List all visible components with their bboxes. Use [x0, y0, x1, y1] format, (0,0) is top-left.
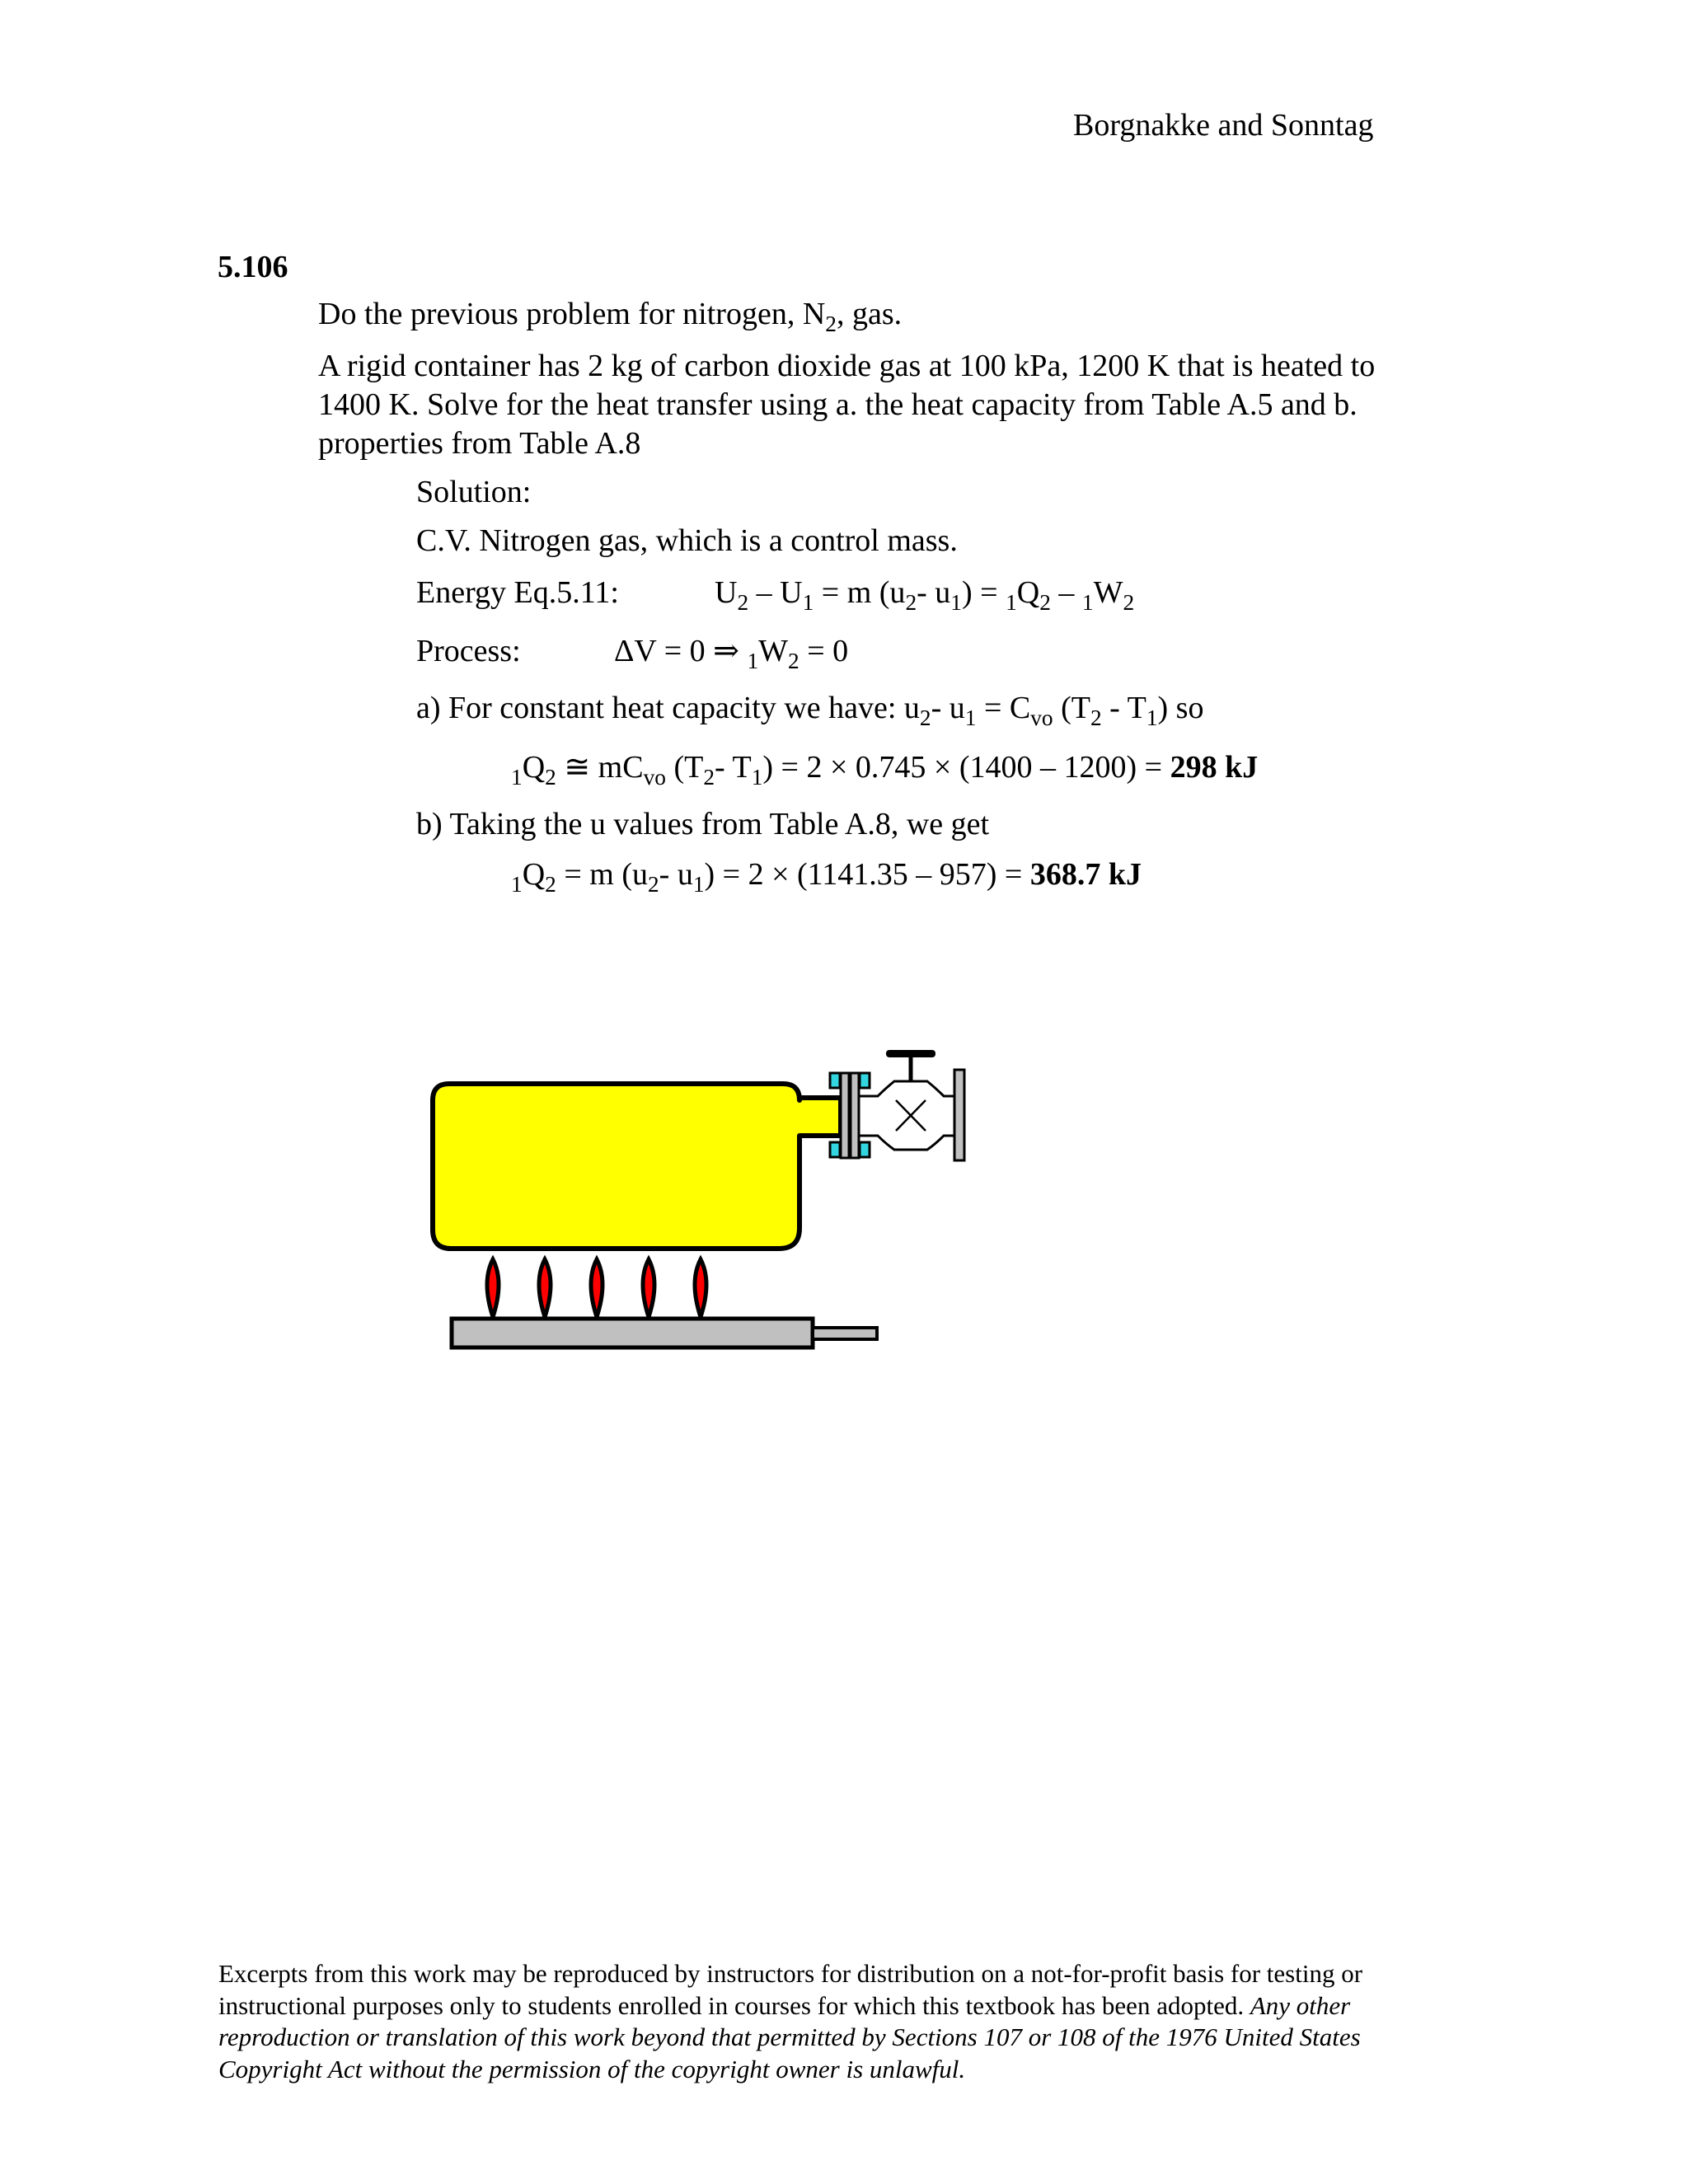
footer-line4: Copyright Act without the permission of the copyright owner is unlawful.: [218, 2054, 966, 2083]
control-volume-text: C.V. Nitrogen gas, which is a control mass.: [416, 523, 958, 558]
footer-line1: Excerpts from this work may be reproduced by instructors for distribution on a not-for-profit basis for testing or: [218, 1959, 1363, 1988]
flange-bolt: [860, 1073, 870, 1088]
flame: [487, 1259, 499, 1317]
process-equation: ΔV = 0 ⇒ $_1W_2 = 0$: [614, 634, 849, 673]
flame: [695, 1259, 706, 1317]
flame: [591, 1259, 603, 1317]
heated-tank-diagram: [424, 1038, 968, 1360]
problem-statement-line3: 1400 K. Solve for the heat transfer using a. the heat capacity from Table A.5 and b.: [318, 387, 1357, 422]
problem-statement-line2: A rigid container has 2 kg of carbon dioxide gas at 100 kPa, 1200 K that is heated to: [318, 349, 1376, 383]
problem-statement-line4: properties from Table A.8: [318, 426, 641, 461]
flame: [539, 1259, 551, 1317]
header-authors: Borgnakke and Sonntag: [1073, 108, 1374, 143]
part-a-equation: $_1Q_2$ ≅ $mC_{vo}$ ($T_2-$ $T_1) = 2 \times 0.745 \times (1400 - 1200) = 298$ kJ: [511, 750, 1259, 790]
burner-gas-pipe: [813, 1328, 877, 1339]
burner-bar: [452, 1319, 813, 1347]
part-a-result: 298 kJ: [1170, 750, 1259, 785]
flange-bolt: [860, 1142, 870, 1157]
valve-body: [859, 1081, 954, 1150]
problem-statement: [318, 347, 1375, 463]
part-b-equation: $_1Q_2 = m$ ($u_2-$ $u_1) = 2 \times (1141.35 - 957) = 368.7$ kJ: [511, 857, 1142, 897]
problem-statement-line1: Do the previous problem for nitrogen, $N_2$, gas.: [318, 297, 903, 336]
part-a-text: a) For constant heat capacity we have: $u_2-$ $u_1 = C_{vo}$ $(T_2 - T_1)$ so: [416, 691, 1204, 730]
problem-number: 5.106: [218, 250, 288, 284]
flame: [643, 1259, 654, 1317]
outlet-flange: [954, 1070, 964, 1160]
copyright-footer: [218, 1958, 1471, 2085]
flange-bolt: [830, 1073, 840, 1088]
process-label: Process:: [416, 634, 521, 668]
footer-line2: instructional purposes only to students enrolled in courses for which this textbook has been adopted. Any other: [218, 1990, 1351, 2020]
energy-equation-label: Energy Eq.5.11:: [416, 575, 619, 610]
flange-left: [841, 1073, 849, 1158]
valve-handwheel: [886, 1050, 935, 1057]
footer-line3: reproduction or translation of this work beyond that permitted by Sections 107 or 108 of the 1976 United States: [218, 2022, 1361, 2051]
tank-body: [433, 1084, 841, 1249]
part-b-result: 368.7 kJ: [1029, 857, 1142, 892]
energy-equation: $U_2 - U_1 = m$ ($u_2-$ $u_1) = _1Q_2 - _1W_2$: [715, 575, 1135, 615]
part-b-text: b) Taking the u values from Table A.8, we get: [416, 807, 990, 841]
flames: [487, 1259, 706, 1317]
solution-heading: Solution:: [416, 475, 532, 509]
flange-bolt: [830, 1142, 840, 1157]
